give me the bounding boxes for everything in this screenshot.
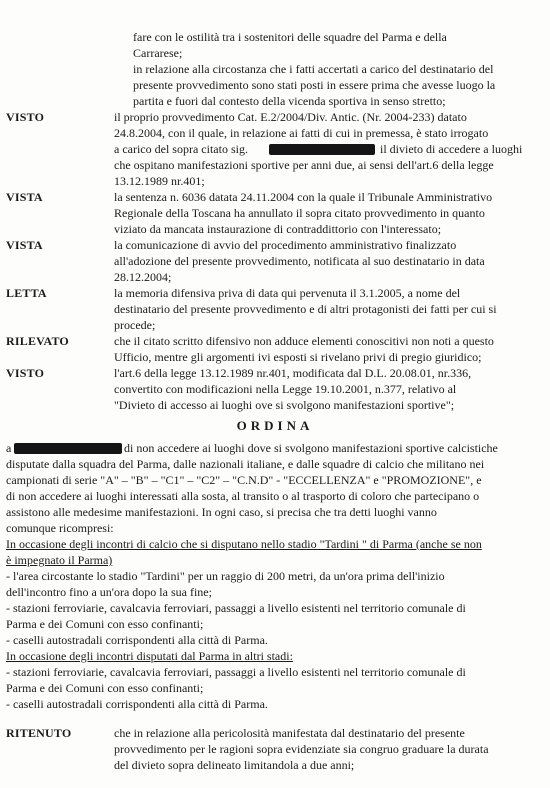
section-item: Parma e dei Comuni con esso confinanti; — [6, 681, 204, 695]
visto-line: 13.12.1989 nr.401; — [114, 174, 205, 188]
visto-line: il proprio provvedimento Cat. E.2/2004/Div. Antic. (Nr. 2004-233) datato — [114, 110, 467, 124]
ritenuto-line: che in relazione alla pericolosità manifestata dal destinatario del presente — [114, 726, 465, 740]
ordina-prefix: a — [6, 441, 12, 455]
visto-line: "Divieto di accesso ai luoghi ove si svolgono manifestazioni sportive"; — [114, 398, 455, 412]
section-item: dell'incontro fino a un'ora dopo la sua fine; — [6, 585, 212, 599]
ordina-line: di non accedere ai luoghi dove si svolgono manifestazioni sportive calcistiche — [124, 441, 498, 455]
letta-line: la memoria difensiva priva di data qui pervenuta il 3.1.2005, a nome del — [114, 286, 461, 300]
ordina-line: assistono alle medesime manifestazioni. In ogni caso, si precisa che tra detti luoghi vanno — [6, 505, 437, 519]
vista-line: la comunicazione di avvio del procedimento amministrativo finalizzato — [114, 238, 457, 252]
ordina-line: di non accedere ai luoghi interessati alla sosta, al transito o al trasporto di coloro che partecipano o — [6, 489, 480, 503]
section-item: - caselli autostradali corrispondenti alla città di Parma. — [6, 697, 268, 711]
letta-label: LETTA — [6, 286, 47, 300]
vista-line: la sentenza n. 6036 datata 24.11.2004 con la quale il Tribunale Amministrativo — [114, 190, 493, 204]
ritenuto-label: RITENUTO — [6, 726, 72, 740]
vista-label: VISTA — [6, 190, 43, 204]
section-title: è impegnato il Parma) — [6, 553, 113, 567]
section-item: - caselli autostradali corrispondenti alla città di Parma. — [6, 633, 268, 647]
letta-line: procede; — [114, 318, 156, 332]
section-item: Parma e dei Comuni con esso confinanti; — [6, 617, 204, 631]
ordina-line: comunque ricompresi: — [6, 521, 114, 535]
vista-line: 28.12.2004; — [114, 270, 172, 284]
visto-line: 24.8.2004, con il quale, in relazione ai fatti di cui in premessa, è stato irrogato — [114, 126, 489, 140]
preamble-line: presente provvedimento sono stati posti in essere prima che avesse luogo la — [133, 78, 496, 92]
ordina-line: campionati di serie "A" – "B" – "C1" – "C2" – "C.N.D" - "ECCELLENZA" e "PROMOZIONE", e — [6, 473, 482, 487]
vista-line: Regionale della Toscana ha annullato il sopra citato provvedimento in quanto — [114, 206, 485, 220]
section-item: - l'area circostante lo stadio "Tardini" per un raggio di 200 metri, da un'ora prima dell'inizio — [6, 569, 445, 583]
section-item: - stazioni ferroviarie, cavalcavia ferroviari, passaggi a livello esistenti nel territorio comunale di — [6, 601, 466, 615]
redaction-bar — [269, 144, 375, 155]
visto-line: il divieto di accedere a luoghi — [380, 142, 523, 156]
vista-line: viziato da mancata instaurazione di contraddittorio con l'interessato; — [114, 222, 442, 236]
redaction-bar — [14, 443, 122, 454]
ordina-line: disputate dalla squadra del Parma, dalle nazionali italiane, e dalle squadre di calcio che militano nei — [6, 457, 485, 471]
preamble-line: fare con le ostilità tra i sostenitori delle squadre del Parma e della — [133, 30, 447, 44]
visto-label: VISTO — [6, 110, 45, 124]
visto-line-prefix: a carico del sopra citato sig. — [114, 142, 248, 156]
visto-label: VISTO — [6, 366, 45, 380]
ritenuto-line: del divieto sopra delineato limitandola a due anni; — [114, 758, 355, 772]
ordina-heading: ORDINA — [236, 418, 314, 433]
visto-line: l'art.6 della legge 13.12.1989 nr.401, modificata dal D.L. 20.08.01, nr.336, — [114, 366, 472, 380]
section-title: In occasione degli incontri disputati dal Parma in altri stadi: — [6, 649, 293, 663]
vista-line: all'adozione del presente provvedimento, notificata al suo destinatario in data — [114, 254, 485, 268]
visto-line: convertito con modificazioni nella Legge 19.10.2001, n.377, relativo al — [114, 382, 457, 396]
visto-line: che ospitano manifestazioni sportive per anni due, ai sensi dell'art.6 della legge — [114, 158, 494, 172]
preamble-line: Carrarese; — [133, 46, 183, 60]
preamble-line: partita e fuori dal contesto della vicenda sportiva in senso stretto; — [133, 94, 446, 108]
preamble-line: in relazione alla circostanza che i fatti accertati a carico del destinatario del — [133, 62, 494, 76]
rilevato-line: che il citato scritto difensivo non adduce elementi conoscitivi non noti a questo — [114, 334, 494, 348]
ritenuto-line: provvedimento per le ragioni sopra evidenziate sia congruo graduare la durata — [114, 742, 489, 756]
letta-line: destinatario del presente provvedimento e di altri protagonisti dei fatti per cui si — [114, 302, 497, 316]
vista-label: VISTA — [6, 238, 43, 252]
rilevato-line: Ufficio, mentre gli argomenti ivi esposti si rivelano privi di pregio giuridico; — [114, 350, 482, 364]
section-title: In occasione degli incontri di calcio che si disputano nello stadio "Tardini " di Parma (anche se non — [6, 537, 482, 551]
rilevato-label: RILEVATO — [6, 334, 69, 348]
section-item: - stazioni ferroviarie, cavalcavia ferroviari, passaggi a livello esistenti nel territorio comunale di — [6, 665, 466, 679]
